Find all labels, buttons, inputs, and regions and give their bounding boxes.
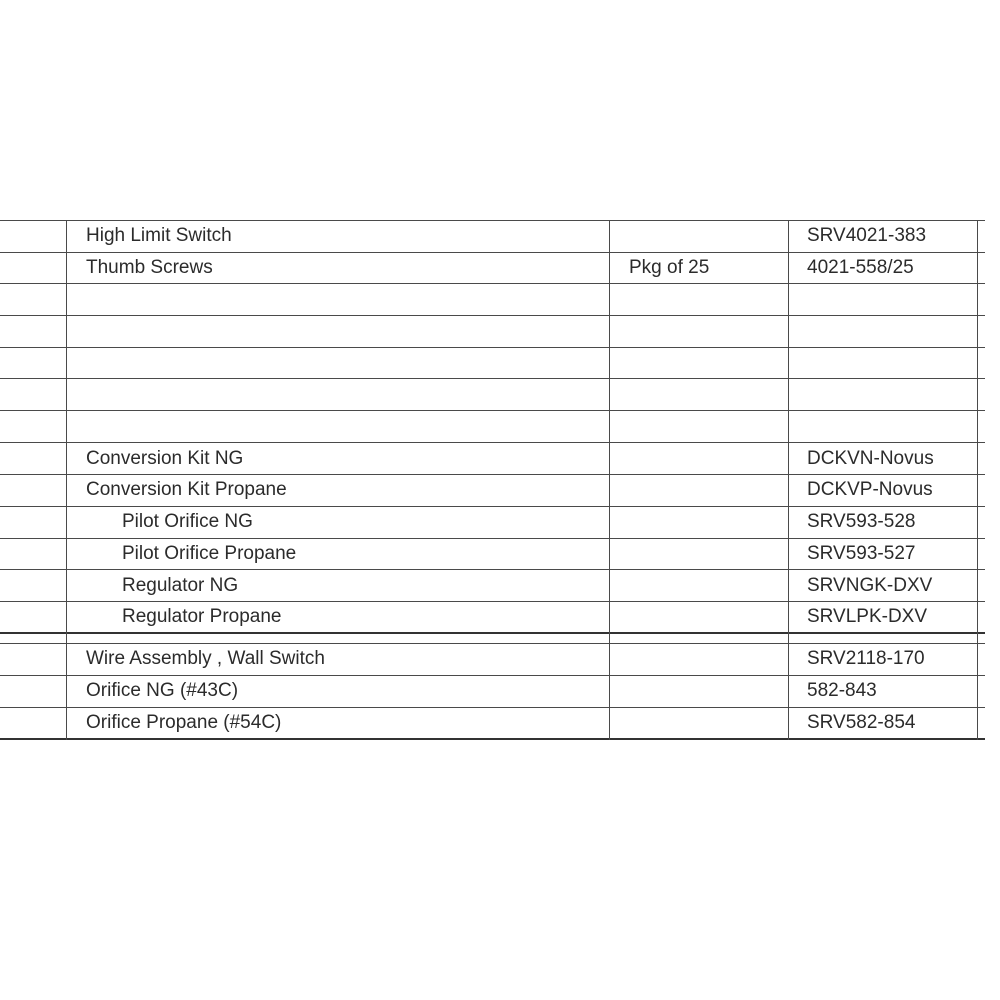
part-number: SRVNGK-DXV <box>807 575 933 596</box>
part-number: SRV593-527 <box>807 543 916 564</box>
part-description: Orifice NG (#43C) <box>86 680 239 701</box>
table-bottom-border <box>0 738 985 740</box>
column-divider <box>609 220 610 740</box>
column-divider <box>66 220 67 740</box>
row-divider <box>0 410 985 411</box>
column-divider <box>788 220 789 740</box>
row-divider <box>0 675 985 676</box>
part-description: Orifice Propane (#54C) <box>86 712 282 733</box>
row-divider <box>0 643 985 644</box>
row-divider <box>0 315 985 316</box>
row-divider <box>0 601 985 602</box>
row-divider <box>0 538 985 539</box>
row-divider <box>0 707 985 708</box>
part-number: 4021-558/25 <box>807 257 914 278</box>
part-description: Pilot Orifice NG <box>122 511 253 532</box>
part-description: Pilot Orifice Propane <box>122 543 297 564</box>
part-package: Pkg of 25 <box>629 257 710 278</box>
parts-table <box>0 220 1000 740</box>
part-number: SRV2118-170 <box>807 648 925 669</box>
row-divider <box>0 283 985 284</box>
part-number: DCKVP-Novus <box>807 479 933 500</box>
part-description: Thumb Screws <box>86 257 213 278</box>
part-number: DCKVN-Novus <box>807 448 934 469</box>
row-divider <box>0 506 985 507</box>
row-divider <box>0 378 985 379</box>
row-divider <box>0 474 985 475</box>
row-divider <box>0 347 985 348</box>
row-divider <box>0 220 985 221</box>
part-description: Regulator NG <box>122 575 239 596</box>
column-divider <box>977 220 978 740</box>
part-description: Conversion Kit NG <box>86 448 244 469</box>
part-number: 582-843 <box>807 680 877 701</box>
part-number: SRV4021-383 <box>807 225 927 246</box>
part-description: Regulator Propane <box>122 606 282 627</box>
part-number: SRV593-528 <box>807 511 916 532</box>
section-divider <box>0 632 985 634</box>
part-description: Wire Assembly , Wall Switch <box>86 648 325 669</box>
row-divider <box>0 442 985 443</box>
part-number: SRVLPK-DXV <box>807 606 928 627</box>
row-divider <box>0 252 985 253</box>
row-divider <box>0 569 985 570</box>
part-number: SRV582-854 <box>807 712 916 733</box>
part-description: Conversion Kit Propane <box>86 479 287 500</box>
part-description: High Limit Switch <box>86 225 232 246</box>
